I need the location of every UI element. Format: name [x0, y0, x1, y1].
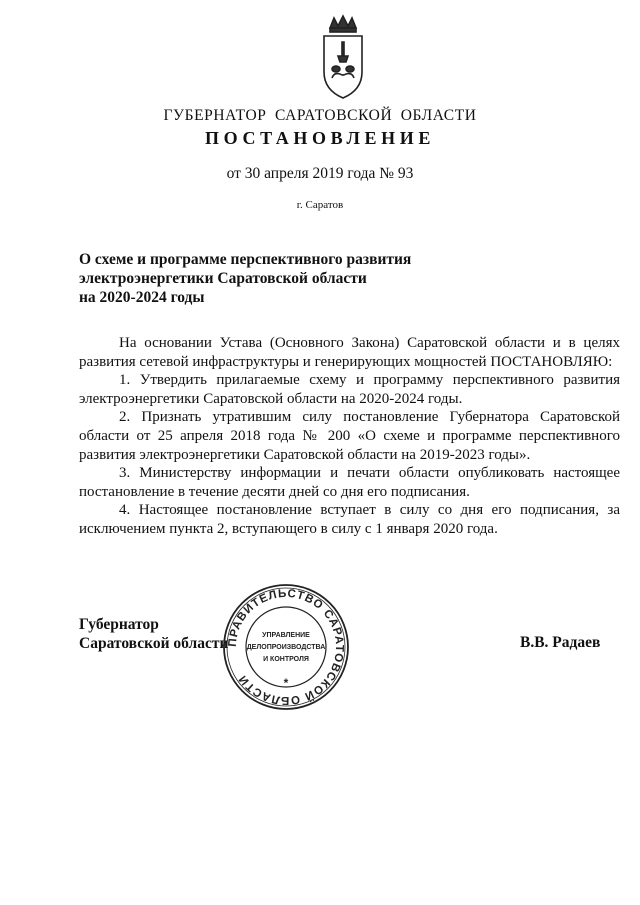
signatory-title-line: Губернатор: [79, 616, 159, 633]
signatory-name: В.В. Радаев: [520, 634, 601, 651]
body-paragraph: 4. Настоящее постановление вступает в силу со дня его подписания, за исключением пункта 2, вступающего в силу с 1 января 2020 года.: [79, 502, 620, 537]
body-paragraph: 1. Утвердить прилагаемые схему и программу перспективного развития электроэнергетики Саратовской области на 2020-2024 годы.: [79, 372, 620, 407]
coat-of-arms-icon: [318, 14, 368, 102]
document-body: [79, 334, 620, 539]
subject-line: на 2020-2024 годы: [79, 289, 205, 306]
body-paragraph: 2. Признать утратившим силу постановление Губернатора Саратовской области от 25 апреля 2018 года № 200 «О схеме и программе перспективного развития электроэнергетики Саратовской области на 2019-2023 годы».: [79, 409, 620, 463]
official-seal-stamp: [222, 583, 350, 711]
body-paragraph: 3. Министерству информации и печати области опубликовать настоящее постановление в течение десяти дней со дня его подписания.: [79, 465, 620, 500]
document-type: ПОСТАНОВЛЕНИЕ: [205, 128, 435, 148]
seal-inner-line: И КОНТРОЛЯ: [263, 656, 309, 663]
subject-line: О схеме и программе перспективного развития: [79, 251, 412, 268]
document-subject: [79, 250, 499, 307]
body-paragraph: На основании Устава (Основного Закона) Саратовской области и в целях развития сетевой инфраструктуры и генерирующих мощностей ПОСТАНОВЛЯЮ:: [79, 335, 620, 370]
document-date-number: от 30 апреля 2019 года № 93: [226, 165, 414, 182]
issuing-authority: ГУБЕРНАТОР САРАТОВСКОЙ ОБЛАСТИ: [163, 107, 477, 124]
signatory-title: [79, 615, 228, 653]
seal-star-icon: *: [283, 676, 289, 690]
seal-inner-line: УПРАВЛЕНИЕ: [262, 632, 310, 639]
seal-ring-text: ПРАВИТЕЛЬСТВО САРАТОВСКОЙ ОБЛАСТИ: [226, 587, 346, 707]
document-city: г. Саратов: [296, 199, 344, 211]
subject-line: электроэнергетики Саратовской области: [79, 270, 367, 287]
seal-inner-line: ДЕЛОПРОИЗВОДСТВА: [246, 644, 326, 651]
signatory-title-line: Саратовской области: [79, 635, 229, 652]
